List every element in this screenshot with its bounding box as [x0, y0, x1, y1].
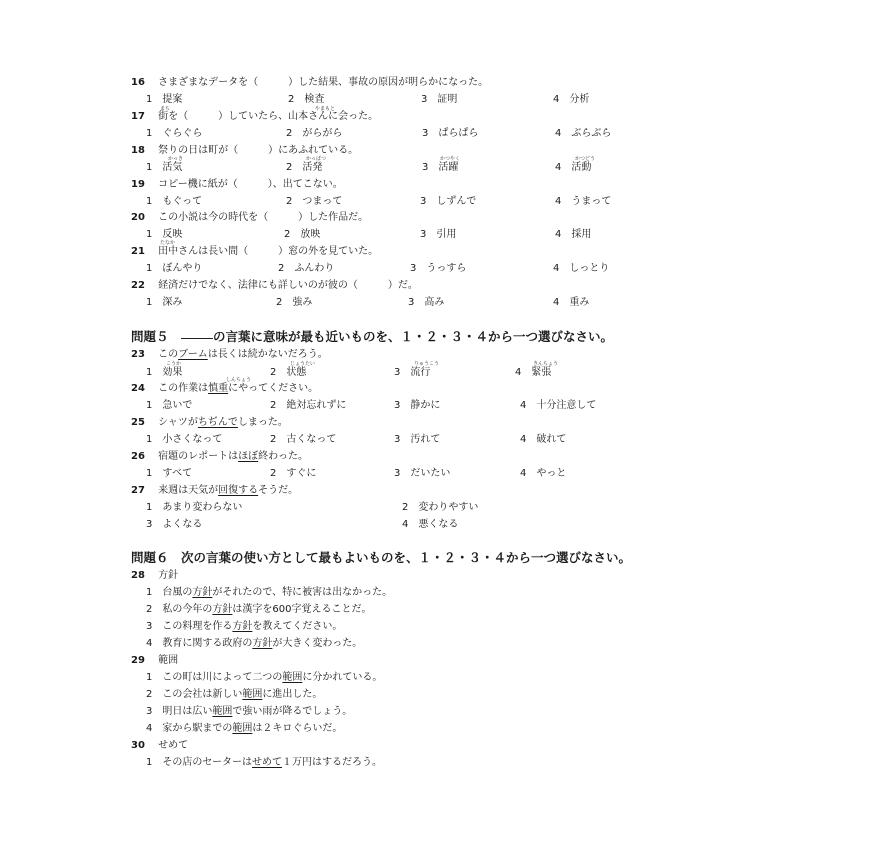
option-3: 3 ぱらぱら: [422, 128, 479, 139]
question-text: 田中さんは長い間（ ）窓の外を見ていた。: [158, 246, 379, 257]
option-2: 2 活発: [286, 162, 323, 173]
question-26: [131, 451, 308, 463]
furigana: りゅうこう: [414, 361, 440, 367]
underlined-word: せめて: [251, 757, 282, 768]
question-text: [158, 451, 308, 462]
question-number: 23: [131, 349, 145, 360]
option-4: 4 分析: [553, 94, 590, 105]
question-number: 16: [131, 77, 145, 88]
option-2: 2 絶対忘れずに: [270, 400, 347, 411]
furigana: かっき: [168, 156, 184, 162]
question-number: 26: [131, 451, 145, 462]
question-number: 19: [131, 179, 145, 190]
furigana: しんちょう: [226, 377, 252, 383]
option-4: 4 破れて: [520, 434, 567, 445]
option-1: 1 ぼんやり: [146, 263, 203, 274]
text-part: 1 その店のセーターは: [146, 757, 252, 768]
furigana: まち: [160, 106, 171, 112]
underlined-word: ほぼ: [238, 451, 259, 462]
text-part: さんに会った。: [308, 111, 379, 122]
option-3: 3 よくなる: [146, 519, 203, 530]
section-label: 問題５: [131, 329, 182, 344]
question-number: 24: [131, 383, 145, 394]
option-3: 3 証明: [421, 94, 458, 105]
option-1: 1 もぐって: [146, 196, 203, 207]
sentence-option-1: [146, 757, 382, 769]
text-part: しまった。: [237, 417, 288, 428]
option-3: 3 引用: [420, 229, 457, 240]
option-2: 2 検査: [288, 94, 325, 105]
option-1: 1 ぐらぐら: [146, 128, 203, 139]
question-text: 祭りの日は町が（ ）にあふれている。: [158, 145, 359, 156]
option-3: 3 汚れて: [394, 434, 441, 445]
furigana: かっぱつ: [306, 156, 327, 162]
text-part: は長くは続かないだろう。: [207, 349, 328, 360]
question-number: 20: [131, 212, 145, 223]
option-4: 4 ぶらぶら: [555, 128, 612, 139]
option-1: 1 効果: [146, 367, 183, 378]
question-number: 22: [131, 280, 145, 291]
question-text: さまざまなデータを（ ）した結果、事故の原因が明らかになった。: [158, 77, 489, 88]
underlined-word: 慎重: [208, 383, 229, 394]
option-4: 4 採用: [555, 229, 592, 240]
text-part: を教えてください。: [252, 621, 343, 632]
question-28: [131, 570, 178, 582]
option-3: 3 しずんで: [420, 196, 477, 207]
section-instruction: の言葉に意味が最も近いものを、１・２・３・４から一つ選びなさい。: [213, 329, 614, 344]
option-3: 3 高み: [408, 297, 445, 308]
target-word: せめて: [158, 740, 189, 751]
text-part: 3 明日は広い: [146, 706, 213, 717]
question-number: 25: [131, 417, 145, 428]
sentence-option-3: [146, 706, 352, 718]
underlined-word: 方針: [212, 604, 233, 615]
question-20: [131, 212, 368, 224]
option-1: 1 提案: [146, 94, 183, 105]
question-text: 経済だけでなく、法律にも詳しいのが彼の（ ）だ。: [158, 280, 418, 291]
underlined-word: 範囲: [212, 706, 233, 717]
option-4: 4 十分注意して: [520, 400, 597, 411]
furigana: こうか: [166, 361, 182, 367]
text-part: 3 この料理を作る: [146, 621, 233, 632]
question-number: 30: [131, 740, 145, 751]
option-4: 4 活動: [555, 162, 592, 173]
text-part: は２キロぐらいだ。: [252, 723, 343, 734]
question-text: コピー機に紙が（ ）、出てこない。: [158, 179, 343, 190]
text-part: 2 私の今年の: [146, 604, 213, 615]
option-2: 2 状態: [270, 367, 307, 378]
underlined-word: 範囲: [242, 689, 263, 700]
question-text: [158, 349, 328, 360]
sentence-option-3: [146, 621, 342, 633]
text-part: この作業は: [158, 383, 209, 394]
text-part: 街を（ ）していたら、: [158, 111, 289, 122]
text-part: 宿題のレポートは: [158, 451, 239, 462]
option-1: 1 急いで: [146, 400, 193, 411]
question-30: [131, 740, 188, 752]
option-4: 4 緊張: [515, 367, 552, 378]
question-number: 29: [131, 655, 145, 666]
furigana: たなか: [160, 240, 176, 246]
underlined-word: 方針: [232, 621, 253, 632]
question-text: [158, 111, 378, 122]
option-4: 4 しっとり: [553, 263, 610, 274]
question-number: 28: [131, 570, 145, 581]
text-part: が大きく変わった。: [272, 638, 363, 649]
section-6-heading: 問題６ 次の言葉の使い方として最もよいものを、１・２・３・４から一つ選びなさい。: [131, 550, 632, 565]
text-part: 4 家から駅までの: [146, 723, 233, 734]
furigana: やまもと: [315, 106, 336, 112]
text-part: は漢字を600字覚えることだ。: [232, 604, 372, 615]
option-3: 3 活躍: [422, 162, 459, 173]
text-part: 1 台風の: [146, 587, 193, 598]
option-1: 1 あまり変わらない: [146, 502, 243, 513]
question-23: [131, 349, 328, 361]
underlined-word: 範囲: [232, 723, 253, 734]
question-19: [131, 179, 343, 191]
sentence-option-4: [146, 638, 362, 650]
blank-line: [181, 337, 213, 339]
question-text: [158, 417, 288, 428]
underlined-word: ブーム: [178, 349, 208, 360]
text-part: 1 この町は川によって二つの: [146, 672, 283, 683]
option-1: 1 反映: [146, 229, 183, 240]
question-16: [131, 77, 488, 89]
text-part: 4 教育に関する政府の: [146, 638, 253, 649]
option-2: 2 つまって: [286, 196, 343, 207]
text-part: 来週は天気が: [158, 485, 219, 496]
option-2: 2 変わりやすい: [402, 502, 479, 513]
option-1: 1 深み: [146, 297, 183, 308]
option-2: 2 強み: [276, 297, 313, 308]
option-2: 2 がらがら: [286, 128, 343, 139]
option-2: 2 ふんわり: [278, 263, 335, 274]
question-text: [158, 383, 318, 394]
underlined-word: 回復する: [218, 485, 259, 496]
text-part: で強い雨が降るでしょう。: [232, 706, 353, 717]
option-1: 1 小さくなって: [146, 434, 223, 445]
sentence-option-2: [146, 689, 322, 701]
text-part: がそれたので、特に被害は出なかった。: [212, 587, 393, 598]
sentence-option-4: [146, 723, 342, 735]
option-2: 2 すぐに: [270, 468, 317, 479]
text-part: シャツが: [158, 417, 198, 428]
underlined-word: 範囲: [282, 672, 303, 683]
question-number: 18: [131, 145, 145, 156]
option-3: 3 だいたい: [394, 468, 451, 479]
furigana: きんちょう: [533, 361, 559, 367]
furigana: じょうたい: [290, 361, 316, 367]
option-2: 2 放映: [284, 229, 321, 240]
option-4: 4 やっと: [520, 468, 567, 479]
question-number: 21: [131, 246, 145, 257]
option-4: 4 悪くなる: [402, 519, 459, 530]
text-part: 終わった。: [258, 451, 309, 462]
furigana: かつどう: [575, 156, 596, 162]
target-word: 範囲: [158, 655, 179, 666]
option-4: 4 うまって: [555, 196, 612, 207]
target-word: 方針: [158, 570, 179, 581]
option-3: 3 流行: [394, 367, 431, 378]
text-part: この: [158, 349, 179, 360]
section-5-heading: [131, 329, 613, 345]
text-part: そうだ。: [258, 485, 299, 496]
question-17: [131, 111, 378, 123]
furigana: かつやく: [440, 156, 461, 162]
text-part: にやってください。: [228, 383, 319, 394]
question-number: 17: [131, 111, 145, 122]
text-part: に分かれている。: [302, 672, 383, 683]
text-part: １万円はするだろう。: [281, 757, 382, 768]
text-part: 山本: [288, 111, 309, 122]
sentence-option-1: [146, 587, 392, 599]
question-24: [131, 383, 318, 395]
question-number: 27: [131, 485, 145, 496]
option-1: 1 すべて: [146, 468, 193, 479]
question-25: [131, 417, 288, 429]
option-4: 4 重み: [553, 297, 590, 308]
option-3: 3 静かに: [394, 400, 441, 411]
option-1: 1 活気: [146, 162, 183, 173]
question-22: [131, 280, 418, 292]
question-text: [158, 485, 298, 496]
option-3: 3 うっすら: [410, 263, 467, 274]
question-27: [131, 485, 298, 497]
underlined-word: 方針: [252, 638, 273, 649]
text-part: に進出した。: [262, 689, 323, 700]
underlined-word: ちぢんで: [197, 417, 238, 428]
question-text: この小説は今の時代を（ ）した作品だ。: [158, 212, 369, 223]
option-2: 2 古くなって: [270, 434, 337, 445]
question-21: [131, 246, 378, 258]
question-29: [131, 655, 178, 667]
text-part: 2 この会社は新しい: [146, 689, 243, 700]
sentence-option-2: [146, 604, 371, 616]
underlined-word: 方針: [192, 587, 213, 598]
sentence-option-1: [146, 672, 382, 684]
